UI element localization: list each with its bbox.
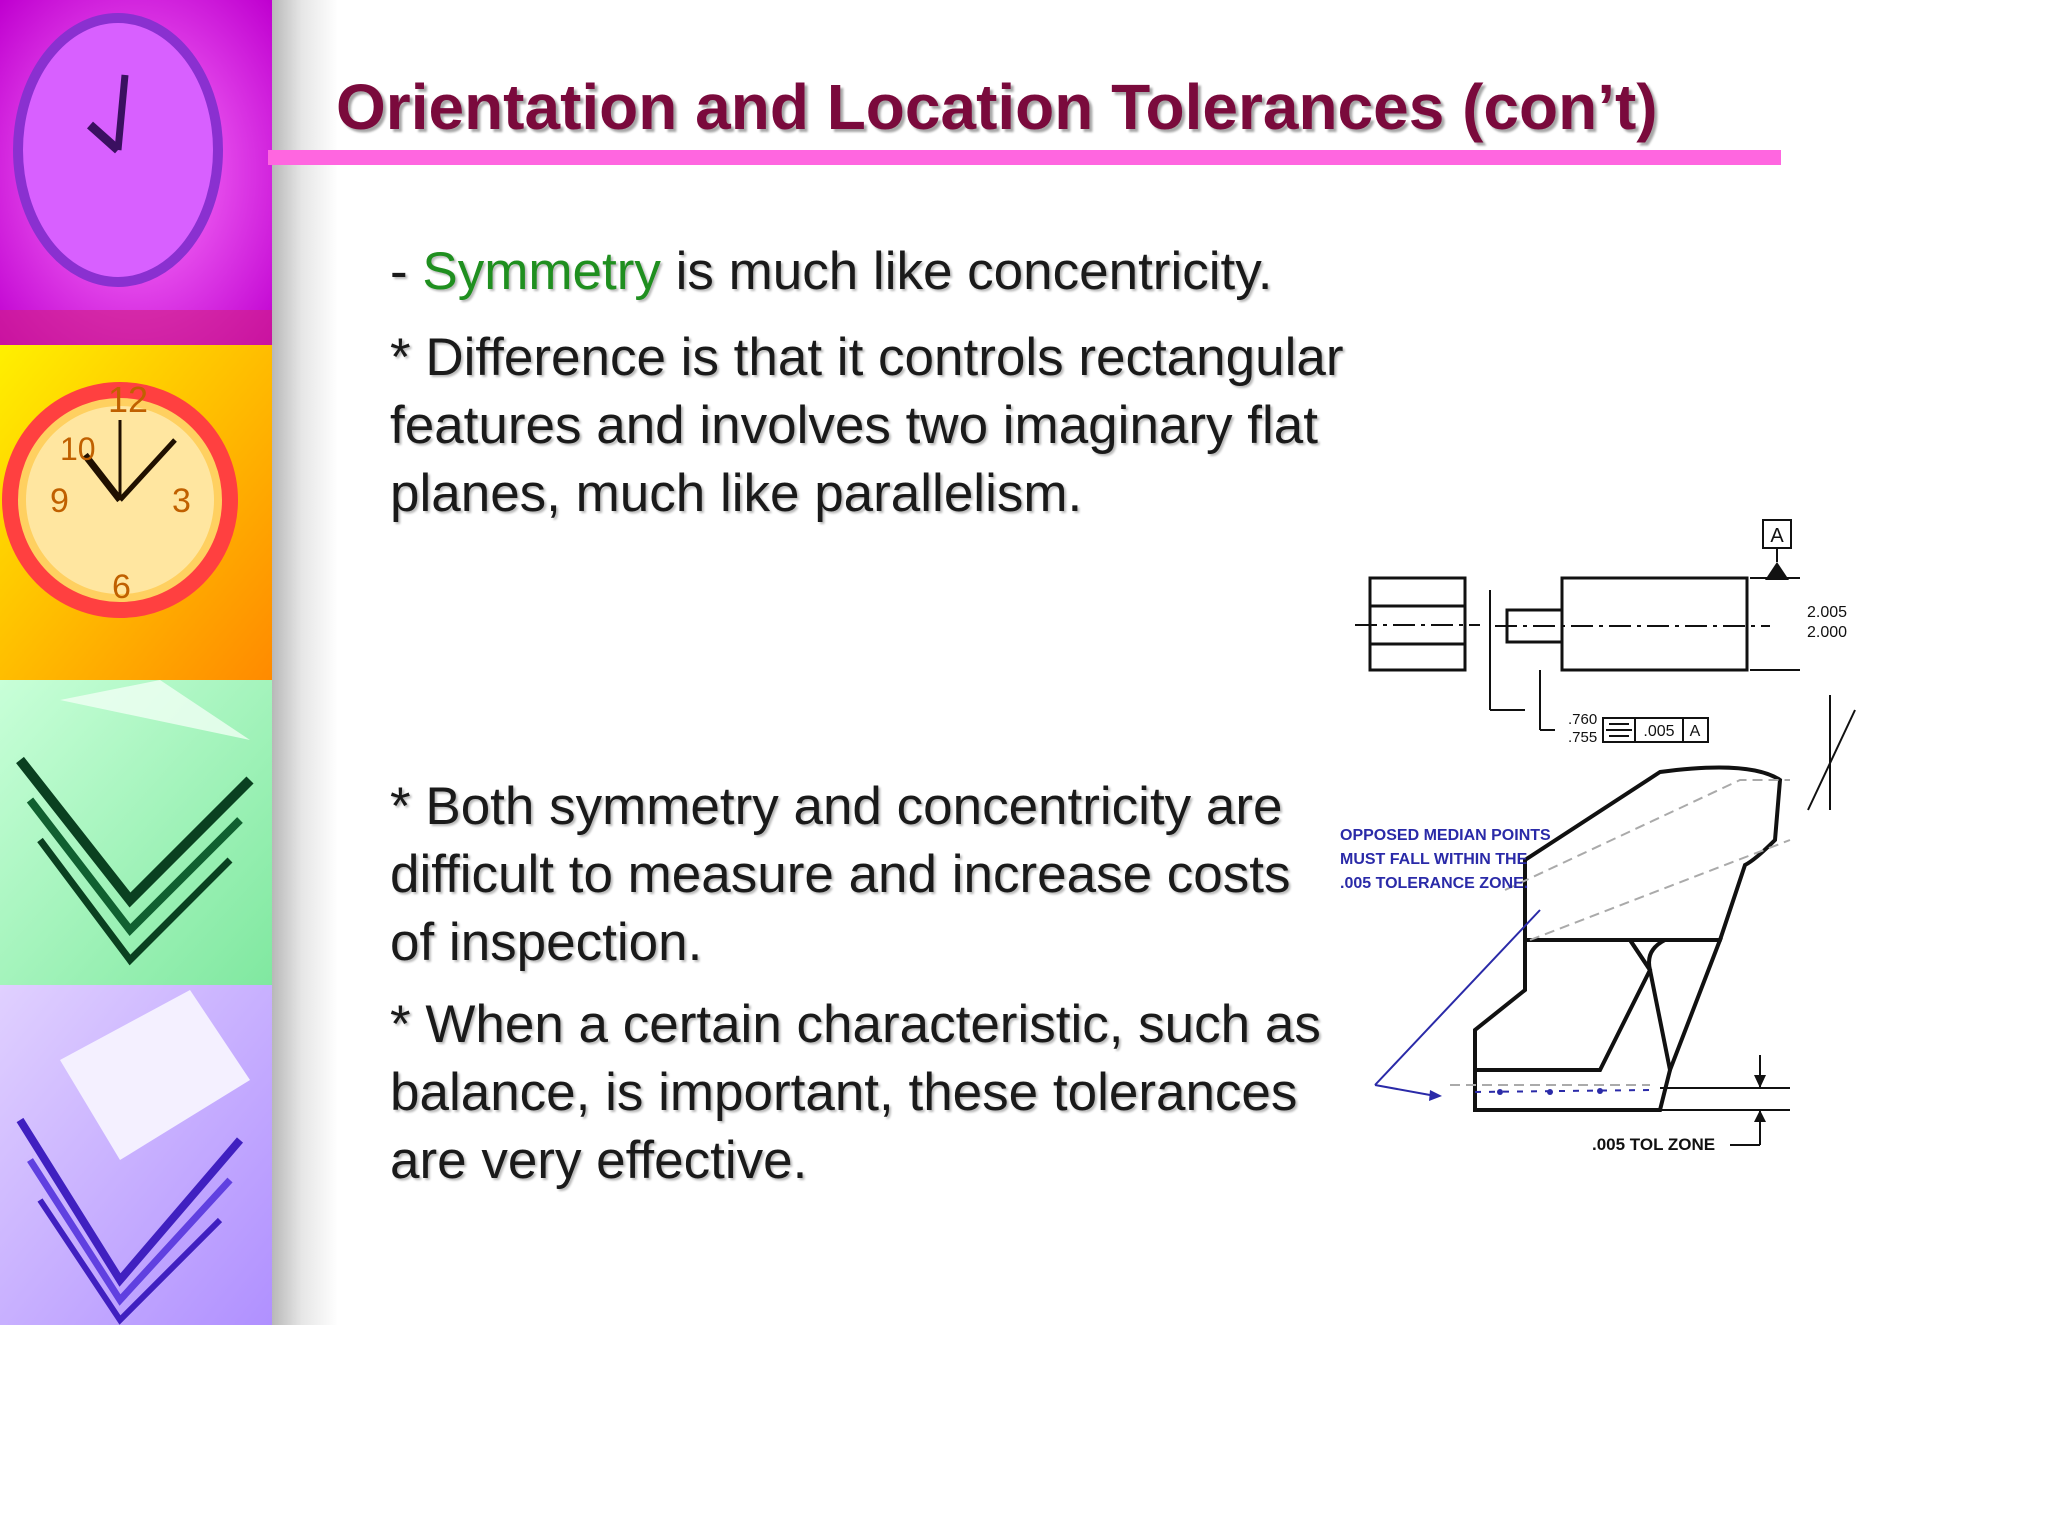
svg-text:9: 9	[50, 482, 69, 520]
tolerance-zone-marks	[1592, 1055, 1790, 1154]
paragraph-difficult-to-measure: * Both symmetry and concentricity are difficult to measure and increase costs of inspection.	[390, 777, 1291, 972]
paragraph-symmetry	[390, 238, 1273, 306]
small-dimension-lower: .755	[1568, 729, 1598, 746]
side-view	[1490, 578, 1800, 730]
svg-text:12: 12	[108, 379, 149, 420]
front-view	[1355, 578, 1480, 670]
paragraph-symmetry-rest: is much like concentricity.	[660, 242, 1273, 301]
datum-a-symbol	[1763, 520, 1791, 580]
note-line-2: MUST FALL WITHIN THE	[1340, 851, 1528, 868]
note-line-3: .005 TOLERANCE ZONE.	[1340, 875, 1529, 892]
symmetry-icon	[1606, 724, 1632, 736]
symmetry-tolerance-drawing	[1330, 510, 1910, 1170]
sidebar-shadow	[272, 0, 338, 1325]
leader-arrows	[1808, 695, 1855, 810]
dimension-lower: 2.000	[1807, 624, 1848, 641]
note-leader	[1375, 910, 1540, 1101]
svg-text:6: 6	[112, 568, 131, 606]
svg-text:3: 3	[172, 482, 191, 520]
slide-title: Orientation and Location Tolerances (con’t)	[336, 71, 1658, 143]
keyword-symmetry: Symmetry	[422, 242, 661, 301]
note-line-1: OPPOSED MEDIAN POINTS	[1340, 827, 1551, 844]
control-datum: A	[1689, 723, 1701, 740]
dimension-upper: 2.005	[1807, 604, 1848, 621]
isometric-block	[1450, 768, 1790, 1111]
feature-control-frame	[1568, 711, 1708, 746]
paragraph-balance: * When a certain characteristic, such as balance, is important, these tolerances are very effective.	[390, 995, 1321, 1190]
books-green-panel	[0, 680, 272, 985]
control-tolerance: .005	[1643, 723, 1675, 740]
svg-text:10: 10	[60, 431, 96, 467]
dash-prefix: -	[390, 242, 423, 301]
decorative-sidebar	[0, 0, 272, 1325]
tolerance-note	[1340, 827, 1551, 892]
paragraph-difference: * Difference is that it controls rectangular features and involves two imaginary flat planes, much like parallelism.	[390, 328, 1344, 523]
tolerance-zone-label: .005 TOL ZONE	[1592, 1135, 1716, 1154]
datum-a-label: A	[1770, 525, 1784, 547]
clock-orange-panel	[0, 345, 272, 680]
title-underline	[268, 150, 1781, 165]
clock-purple-panel	[0, 0, 272, 348]
small-dimension-upper: .760	[1568, 711, 1598, 728]
books-violet-panel	[0, 985, 272, 1325]
median-points	[1475, 1088, 1650, 1095]
